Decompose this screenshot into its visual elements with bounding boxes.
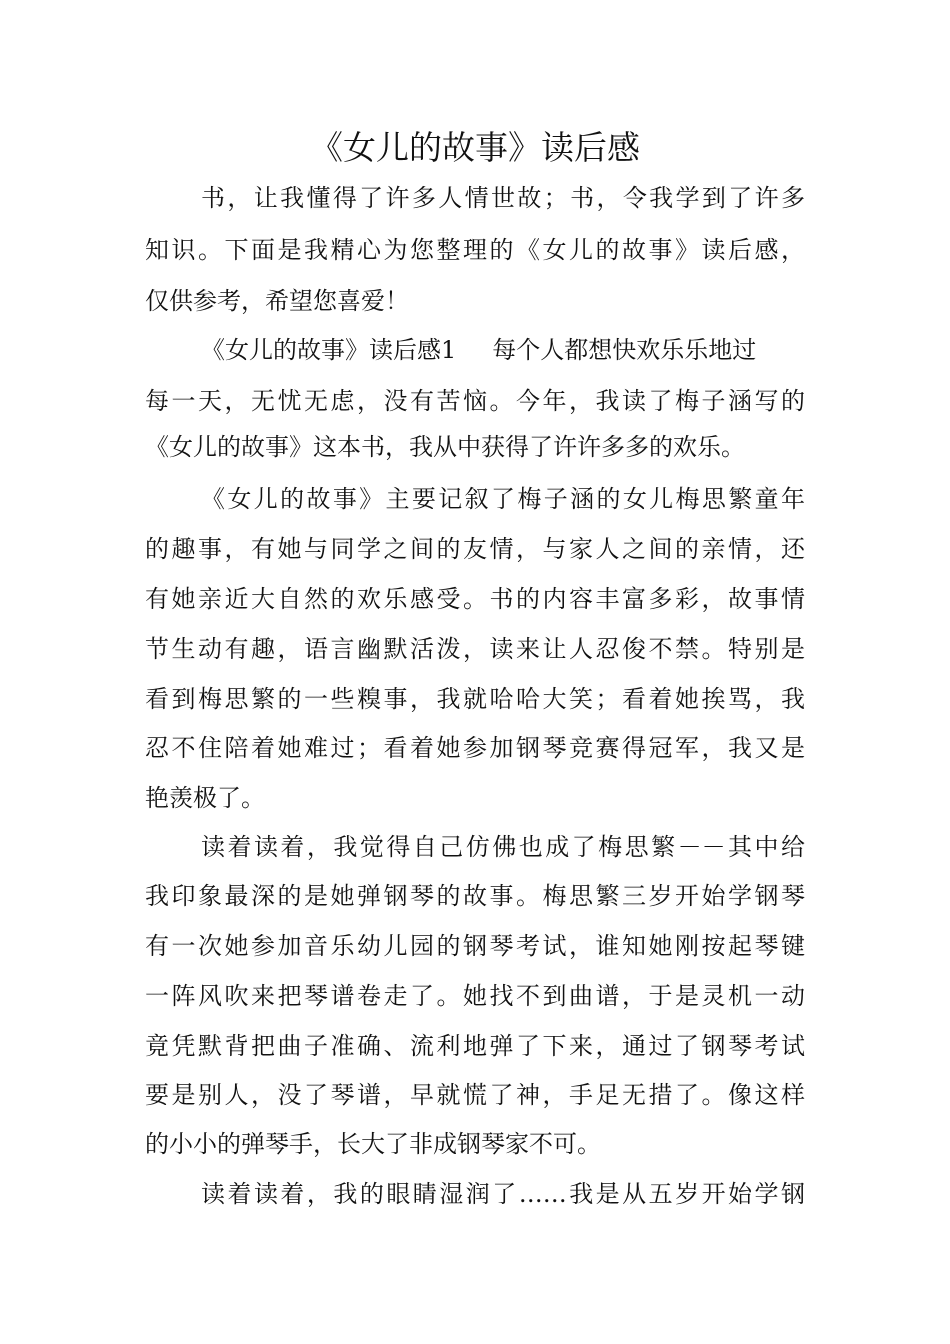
paragraph-line: 竟凭默背把曲子准确、流利地弹了下来，通过了钢琴考试 [145, 1032, 805, 1060]
paragraph-line: 书，让我懂得了许多人情世故；书，令我学到了许多 [201, 184, 805, 212]
section-heading: 《女儿的故事》读后感1 [201, 336, 457, 364]
paragraph-line: 读着读着，我的眼睛湿润了……我是从五岁开始学钢 [201, 1180, 805, 1208]
paragraph-line: 节生动有趣，语言幽默活泼，读来让人忍俊不禁。特别是 [145, 635, 805, 663]
paragraph-line: 艳羡极了。 [145, 784, 265, 812]
paragraph-line: 我印象最深的是她弹钢琴的故事。梅思繁三岁开始学钢琴 [145, 882, 805, 910]
paragraph-line: 有她亲近大自然的欢乐感受。书的内容丰富多彩，故事情 [145, 585, 805, 613]
paragraph-line: 《女儿的故事》主要记叙了梅子涵的女儿梅思繁童年 [201, 485, 805, 513]
paragraph-line: 知识。下面是我精心为您整理的《女儿的故事》读后感， [145, 236, 805, 264]
paragraph-line: 一阵风吹来把琴谱卷走了。她找不到曲谱，于是灵机一动 [145, 982, 805, 1010]
paragraph-text: 每个人都想快欢乐乐地过 [492, 336, 757, 364]
paragraph-line: 的趣事，有她与同学之间的友情，与家人之间的亲情，还 [145, 535, 805, 563]
paragraph-line [201, 333, 805, 367]
paragraph-line: 看到梅思繁的一些糗事，我就哈哈大笑；看着她挨骂，我 [145, 685, 805, 713]
document-title: 《女儿的故事》读后感 [310, 128, 640, 167]
paragraph-line: 的小小的弹琴手，长大了非成钢琴家不可。 [145, 1130, 601, 1158]
paragraph-line: 《女儿的故事》这本书，我从中获得了许许多多的欢乐。 [145, 433, 745, 461]
paragraph-line: 有一次她参加音乐幼儿园的钢琴考试，谁知她刚按起琴键 [145, 932, 805, 960]
paragraph-line: 读着读着，我觉得自己仿佛也成了梅思繁－－其中给 [201, 833, 805, 861]
paragraph-line: 忍不住陪着她难过；看着她参加钢琴竞赛得冠军，我又是 [145, 734, 805, 762]
paragraph-line: 每一天，无忧无虑，没有苦恼。今年，我读了梅子涵写的 [145, 387, 805, 415]
paragraph-line: 要是别人，没了琴谱，早就慌了神，手足无措了。像这样 [145, 1081, 805, 1109]
paragraph-line: 仅供参考，希望您喜爱！ [145, 287, 409, 315]
